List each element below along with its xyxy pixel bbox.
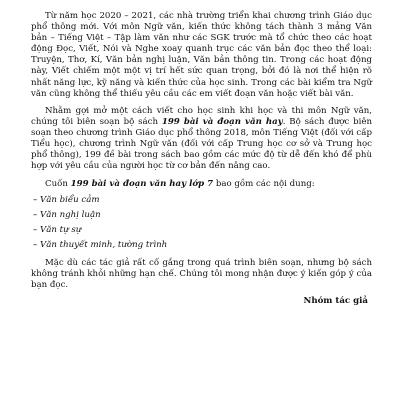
contents-intro-rest: bao gồm các nội dung: (213, 179, 315, 190)
contents-intro-lead: Cuốn (45, 179, 71, 190)
paragraph-purpose-rest: . Bộ sách được biên soạn theo chương trình Giáo dục phổ thông 2018, môn Tiếng Việt (đối với cấp Tiểu học), chương trình Ngữ văn (đối với cấp Trung học cơ sở và Trung học phổ thông), 199 đề bài trong sách bao gồm các mức độ từ dễ đến khó để phù hợp với yêu cầu của người học từ cơ bản đến nâng cao. (31, 116, 372, 172)
authors-signature: Nhóm tác giả (303, 295, 368, 306)
contents-list (31, 195, 372, 252)
list-item: – Văn biểu cảm (33, 194, 100, 205)
list-item: – Văn thuyết minh, tường trình (33, 240, 168, 251)
paragraph-purpose-lead: Nhằm gợi mở một cách viết cho học sinh khi học và thi môn Ngữ văn, chúng tôi biên soạn bộ sách (31, 105, 372, 127)
paragraph-contents-intro (31, 179, 372, 190)
paragraph-purpose (31, 106, 372, 173)
list-item: – Văn tự sự (33, 225, 82, 236)
paragraph-intro: Từ năm học 2020 – 2021, các nhà trường triển khai chương trình Giáo dục phổ thông mới. Với môn Ngữ văn, kiến thức không tách thành 3 mảng Văn bản – Tiếng Việt – Tập làm văn như các SGK trước mà tổ chức theo các hoạt động Đọc, Viết, Nói và Nghe xoay quanh trục các văn bản đọc theo thể loại: Truyện, Thơ, Kí, Văn bản nghị luận, Văn bản thông tin. Trong các hoạt động này, Viết chiếm một một vị trí hết sức quan trọng, bởi đó là nơi thể hiện rõ nhất năng lực, kỹ năng và kiến thức của học sinh. Trong các bài kiểm tra Ngữ văn cũng không thể thiếu yêu cầu các em viết đoạn văn hoặc viết bài văn. (31, 11, 372, 99)
book-series-title: 199 bài và đoạn văn hay (161, 116, 283, 127)
book-title: 199 bài và đoạn văn hay lớp 7 (70, 179, 214, 190)
preface-body (31, 11, 372, 307)
list-item: – Văn nghị luận (33, 209, 101, 220)
paragraph-closing: Mặc dù các tác giả rất cố gắng trong quá trình biên soạn, nhưng bộ sách không tránh khỏi những hạn chế. Chúng tôi mong nhận được ý kiến góp ý của bạn đọc. (31, 257, 372, 290)
